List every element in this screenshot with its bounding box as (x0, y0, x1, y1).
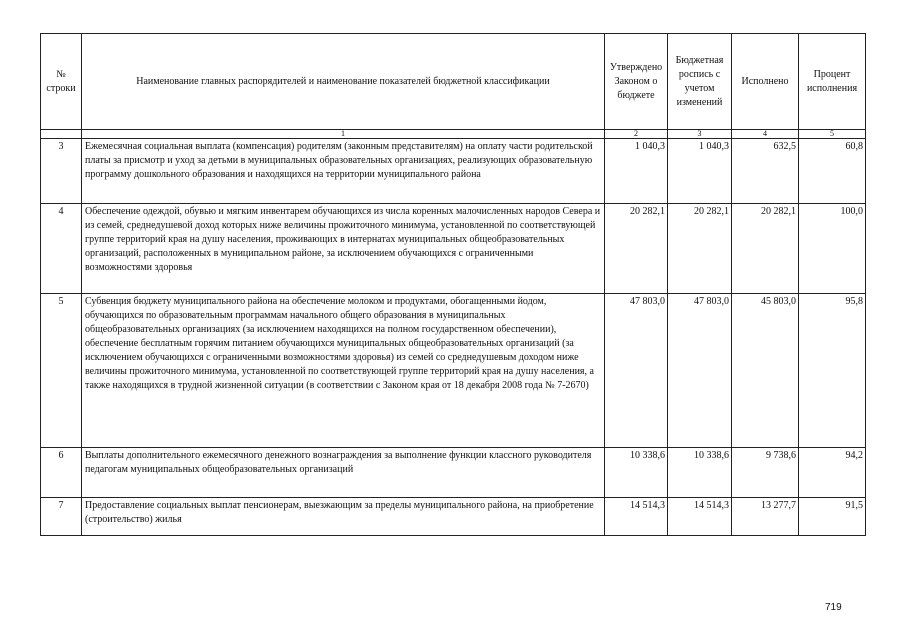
row-executed: 632,5 (732, 139, 799, 204)
row-percent: 91,5 (799, 498, 866, 536)
column-number: 2 (605, 130, 668, 139)
row-number: 4 (41, 204, 82, 294)
row-approved: 10 338,6 (605, 448, 668, 498)
page-number: 719 (825, 602, 842, 613)
header-executed: Исполнено (732, 34, 799, 130)
row-executed: 13 277,7 (732, 498, 799, 536)
row-name: Выплаты дополнительного ежемесячного денежного вознаграждения за выполнение функции классного руководителя педагогам муниципальных общеобразовательных организаций (82, 448, 605, 498)
column-number: 5 (799, 130, 866, 139)
row-approved: 1 040,3 (605, 139, 668, 204)
row-approved: 14 514,3 (605, 498, 668, 536)
column-number: 3 (668, 130, 732, 139)
row-number: 6 (41, 448, 82, 498)
header-row (41, 34, 866, 130)
column-number: 1 (82, 130, 605, 139)
column-number: 4 (732, 130, 799, 139)
row-schedule: 47 803,0 (668, 294, 732, 448)
row-schedule: 1 040,3 (668, 139, 732, 204)
row-executed: 20 282,1 (732, 204, 799, 294)
row-name: Предоставление социальных выплат пенсионерам, выезжающим за пределы муниципального района, на приобретение (строительство) жилья (82, 498, 605, 536)
row-executed: 9 738,6 (732, 448, 799, 498)
row-number: 3 (41, 139, 82, 204)
row-number: 7 (41, 498, 82, 536)
row-schedule: 14 514,3 (668, 498, 732, 536)
header-percent: Процент исполнения (799, 34, 866, 130)
column-number (41, 130, 82, 139)
row-approved: 47 803,0 (605, 294, 668, 448)
row-percent: 100,0 (799, 204, 866, 294)
table-row (41, 498, 866, 536)
header-row-number: № строки (41, 34, 82, 130)
row-percent: 60,8 (799, 139, 866, 204)
column-number-row (41, 130, 866, 139)
row-schedule: 10 338,6 (668, 448, 732, 498)
header-schedule: Бюджетная роспись с учетом изменений (668, 34, 732, 130)
row-schedule: 20 282,1 (668, 204, 732, 294)
row-number: 5 (41, 294, 82, 448)
header-approved: Утверждено Законом о бюджете (605, 34, 668, 130)
row-name: Ежемесячная социальная выплата (компенсация) родителям (законным представителям) на оплату части родительской платы за присмотр и уход за детьми в муниципальных образовательных организациях, реализующих образовательную программу дошкольного образования и находящихся на территории муниципального района (82, 139, 605, 204)
row-approved: 20 282,1 (605, 204, 668, 294)
header-name: Наименование главных распорядителей и наименование показателей бюджетной классификации (82, 34, 605, 130)
table-row (41, 448, 866, 498)
budget-execution-table (40, 33, 866, 536)
row-name: Субвенция бюджету муниципального района на обеспечение молоком и продуктами, обогащенными йодом, обучающихся по образовательным программам начального общего образования в муниципальных общеобразовательных организациях (за исключением находящихся на полном государственном обеспечении), обеспечение бесплатным горячим питанием обучающихся муниципальных общеобразовательных организаций (за исключением обучающихся с ограниченными возможностями здоровья) из семей со среднедушевым доходом ниже величины прожиточного минимума, установленной по соответствующей группе территорий края на душу населения, а также находящихся в трудной жизненной ситуации (в соответствии с Законом края от 18 декабря 2008 года № 7-2670) (82, 294, 605, 448)
row-executed: 45 803,0 (732, 294, 799, 448)
table-row (41, 204, 866, 294)
row-percent: 95,8 (799, 294, 866, 448)
table-row (41, 294, 866, 448)
table-row (41, 139, 866, 204)
row-percent: 94,2 (799, 448, 866, 498)
row-name: Обеспечение одеждой, обувью и мягким инвентарем обучающихся из числа коренных малочисленных народов Севера и из семей, среднедушевой доход которых ниже величины прожиточного минимума, установленной по соответствующей группе территорий края на душу населения, проживающих в интернатах муниципальных общеобразовательных организаций, расположенных в муниципальном районе, за исключением обучающихся с ограниченными возможностями здоровья (82, 204, 605, 294)
